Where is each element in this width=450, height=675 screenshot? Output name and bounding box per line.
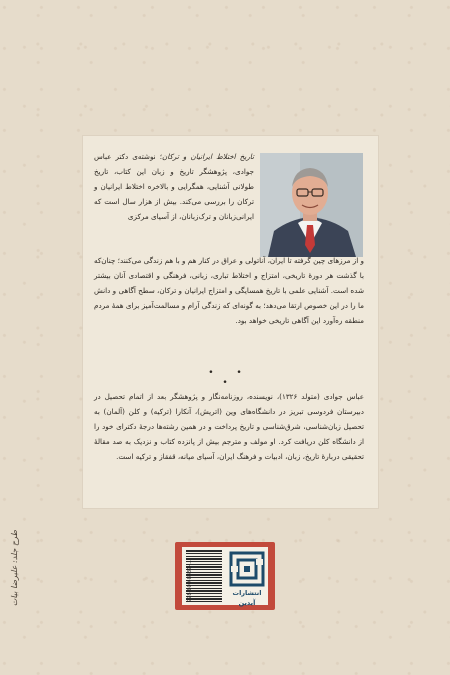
author-photo [260,153,363,257]
book-description-continued: و از مرزهای چین گرفته تا ایران، آناتولی و عراق در کنار هم و با هم زندگی می‌کنند؛ چنان‌که با گذشت هر دورهٔ تاریخی، امتزاج و اختلاط تباری، زبانی، فرهنگی و اقتصادی آنان بیشتر شده است. آشنایی علمی با تاریخ همسایگی و امتزاج ایرانیان و ترکان، سطح آگاهی و دانش ما را در این خصوص ارتقا می‌دهد؛ به گونه‌ای که زندگی آرام و مسالمت‌آمیز برای همهٔ مردم منطقه ره‌آورد این آگاهی تاریخی خواهد بود. [94,256,364,326]
book-intro-body: این کتاب، تاریخ طولانی آشنایی، همگرایی و بالاخره اختلاط ایرانیان و ترکان را بررسی می‌کند. بیش از هزار سال است که ایرانی‌زبانان و ترک‌زبانان، از آسیای مرکزی [94,167,254,222]
publisher-name: انتشارات آیدین [232,589,262,607]
author-bio: عباس جوادی (متولد ۱۳۲۶)، نویسنده، روزنامه‌نگار و پژوهشگر بعد از اتمام تحصیل در دبیرستان فردوسی تبریز در دانشگاه‌های وین (اتریش)، آنکارا (ترکیه) و کلن (آلمان) به تحصیل زبان‌شناسی، شرق‌شناسی و تاریخ پرداخت و در همین رشته‌ها درجهٔ دکترای خود را از دانشگاه کلن دریافت کرد. او مولف و مترجم بیش از پانزده کتاب و نزدیک به صد مقالهٔ تحقیقی دربارهٔ تاریخ، زبان، ادبیات و فرهنگ ایران، آسیای میانه، قفقاز و ترکیه است. [94,392,364,462]
isbn-number: 978-600-8439-... [187,560,193,602]
book-title: تاریخ اختلاط ایرانیان و ترکان [162,152,254,161]
book-intro-lead: ؛ نوشته‌ی دکتر عباس جوادی، پژوهشگر تاریخ و زبان [94,152,254,177]
book-intro-paragraph [94,149,254,224]
author-portrait-icon [260,153,363,257]
cover-designer-signature: طرح جلد: علیرضا بیات [10,530,19,607]
publisher-logo-icon [229,551,265,587]
section-separator: • • • [208,368,252,388]
